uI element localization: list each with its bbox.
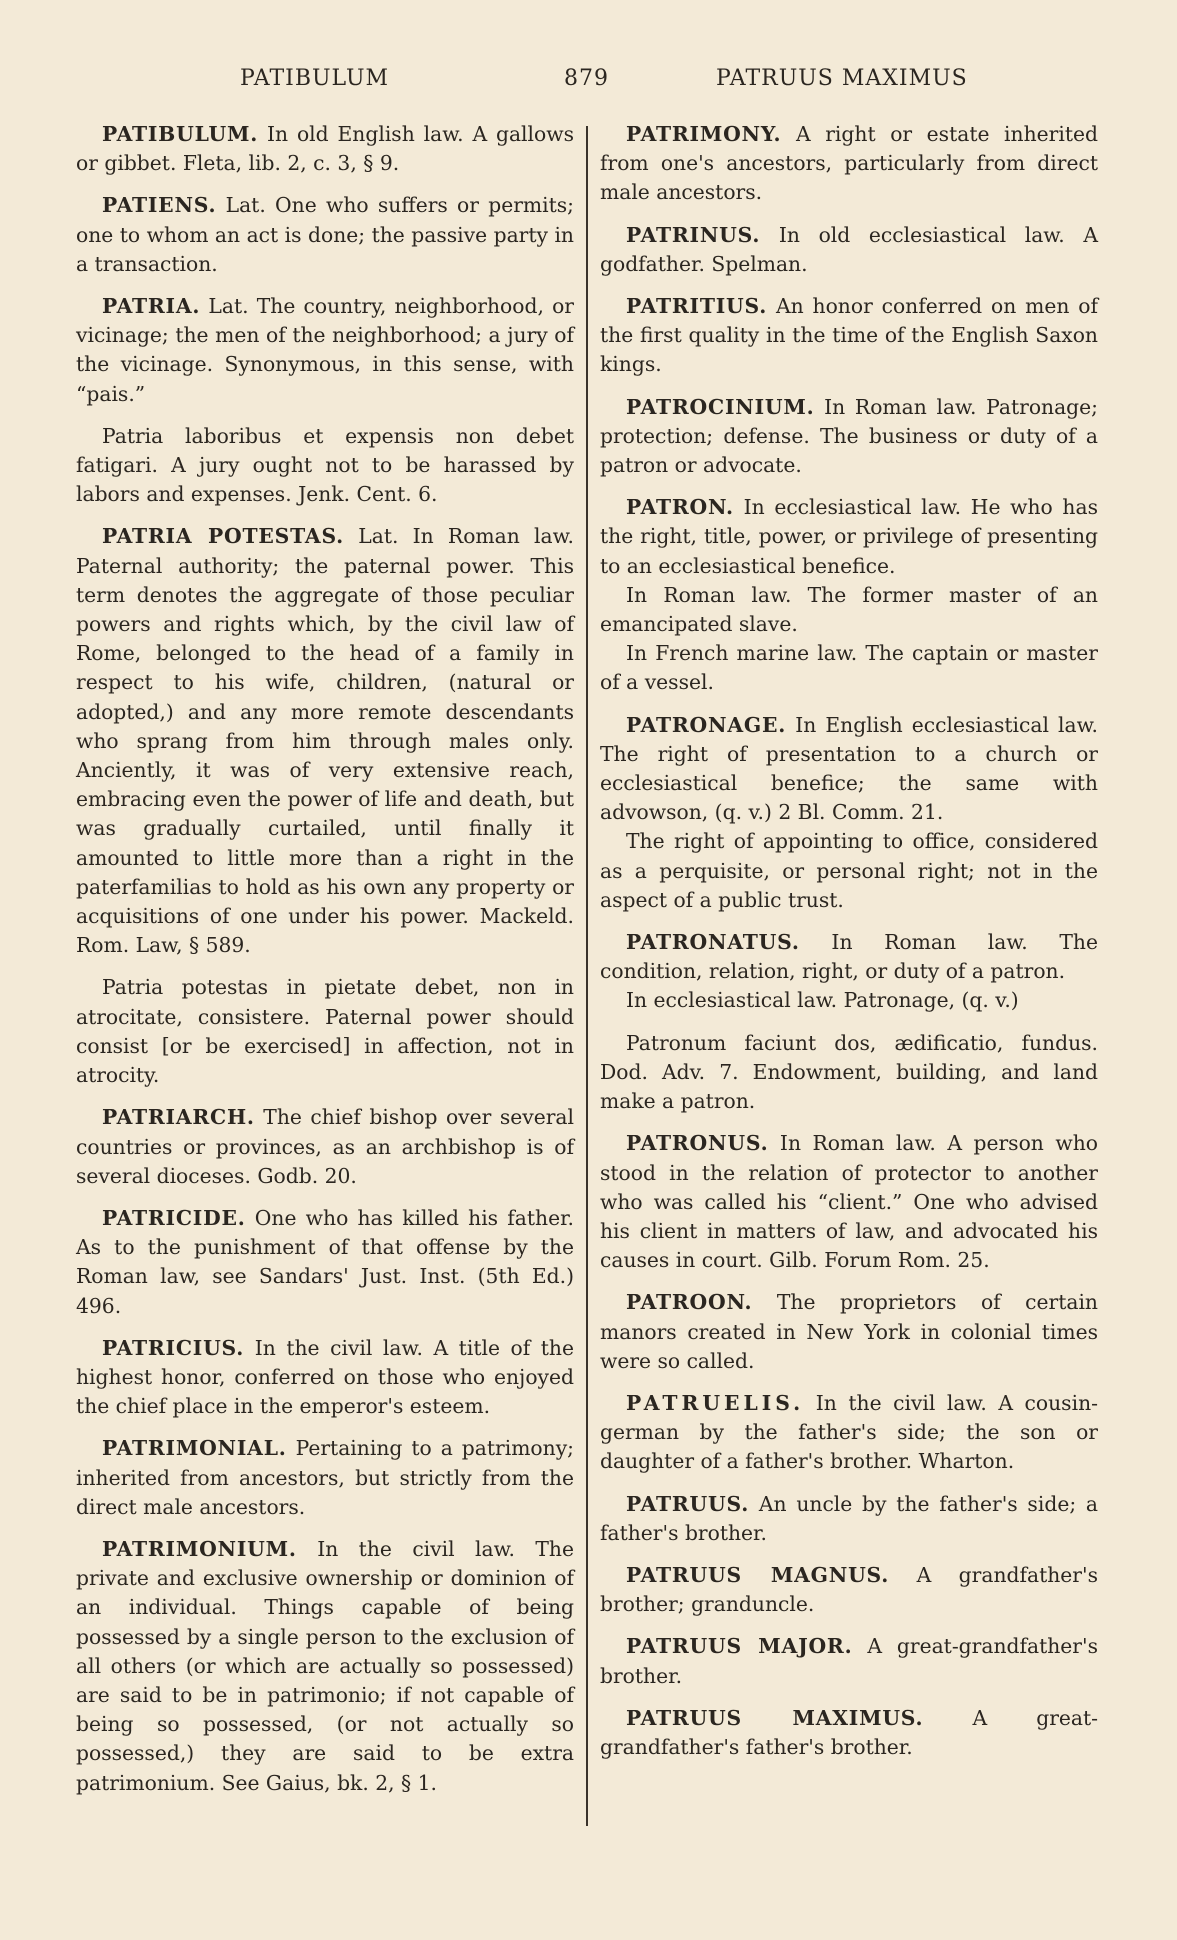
entry-patruus bbox=[600, 1490, 1098, 1548]
headword: PATRICIUS. bbox=[102, 1335, 245, 1360]
entry-patritius bbox=[600, 292, 1098, 380]
headword: PATRICIDE. bbox=[102, 1205, 246, 1230]
definition: Paternal power should consist [or be exercised] in affection, not in atrocity. bbox=[76, 1004, 574, 1088]
definition: An uncle by the father's side; a father's brother. bbox=[600, 1491, 1098, 1545]
headword: PATRIMONIAL. bbox=[102, 1436, 287, 1461]
definition: In Roman law. A person who stood in the relation of protector to another who was called his “client.” One who advised his client in matters of law, and advocated his causes in court. Gilb. Forum Rom. 25. bbox=[600, 1131, 1098, 1273]
definition: Dod. Adv. 7. Endowment, building, and land make a patron. bbox=[600, 1059, 1098, 1114]
headword: PATRIA. bbox=[102, 294, 201, 319]
page-number: 879 bbox=[564, 66, 609, 91]
headword: PATRITIUS. bbox=[626, 294, 768, 319]
entry-patroon bbox=[600, 1288, 1098, 1376]
definition-continuation: In ecclesiastical law. Patronage, (q. v.) bbox=[626, 988, 1019, 1013]
entry-patriarch bbox=[76, 1103, 574, 1191]
headword: PATRONATUS. bbox=[626, 930, 800, 955]
headword: PATRONAGE. bbox=[626, 712, 787, 737]
headword: PATRONUS. bbox=[626, 1131, 769, 1156]
definition: A right or estate inherited from one's ancestors, particularly from direct male ancestors. bbox=[600, 122, 1098, 205]
definition: Pertaining to a patrimony; inherited from ancestors, but strictly from the direct male ancestors. bbox=[76, 1436, 574, 1519]
right-column bbox=[600, 120, 1098, 1775]
headword: PATIBULUM. bbox=[102, 122, 259, 146]
headword: PATRIA POTESTAS. bbox=[102, 524, 345, 549]
entry-maxim-patria-potestas bbox=[76, 973, 574, 1090]
headword: PATRIMONY. bbox=[626, 122, 782, 146]
definition: An honor conferred on men of the first quality in the time of the English Saxon kings. bbox=[600, 294, 1098, 377]
headword: PATROON. bbox=[626, 1290, 753, 1315]
header-left-guide-word: PATIBULUM bbox=[240, 66, 390, 91]
definition: In the civil law. The private and exclusive ownership or dominion of an individual. Things capable of being possessed by a single person to the exclusion of all others (or which are actually so possessed) are said to be in patrimonio; if not capable of being so possessed, (or not actually so possessed,) they are said to be extra patrimonium. See Gaius, bk. 2, § 1. bbox=[76, 1536, 574, 1795]
entry-patrimonial bbox=[76, 1434, 574, 1522]
definition: A great-grandfather's father's brother. bbox=[600, 1705, 1098, 1759]
entry-patrimony bbox=[600, 120, 1098, 208]
definition-continuation: In French marine law. The captain or master of a vessel. bbox=[600, 641, 1098, 695]
definition: In the civil law. A title of the highest honor, conferred on those who enjoyed the chief place in the emperor's esteem. bbox=[76, 1335, 574, 1419]
definition: In old ecclesiastical law. A godfather. Spelman. bbox=[600, 222, 1098, 276]
entry-patruelis bbox=[600, 1389, 1098, 1477]
entry-patronage bbox=[600, 711, 1098, 915]
headword: PATRUUS MAGNUS. bbox=[626, 1562, 890, 1587]
entry-patibulum bbox=[76, 120, 574, 178]
headword: PATRUUS MAJOR. bbox=[626, 1634, 853, 1659]
maxim: Patria laboribus et expensis non debet fatigari. bbox=[76, 423, 574, 478]
definition-continuation: In Roman law. The former master of an emancipated slave. bbox=[600, 582, 1098, 637]
definition: Lat. The country, neighborhood, or vicinage; the men of the neighborhood; a jury of the vicinage. Synonymous, in this sense, with “pais.” bbox=[76, 294, 574, 406]
entry-maxim-patronum bbox=[600, 1029, 1098, 1117]
headword: PATRINUS. bbox=[626, 222, 761, 247]
entry-patiens bbox=[76, 191, 574, 279]
entry-patria bbox=[76, 292, 574, 409]
column-divider bbox=[586, 126, 588, 1826]
definition: In old English law. A gallows or gibbet. Fleta, lib. 2, c. 3, § 9. bbox=[76, 122, 574, 176]
left-column bbox=[76, 120, 574, 1811]
entry-patricius bbox=[76, 1334, 574, 1422]
headword: PATRIARCH. bbox=[102, 1105, 255, 1130]
definition: Lat. One who suffers or permits; one to whom an act is done; the passive party in a transaction. bbox=[76, 193, 574, 276]
entry-patrimonium bbox=[76, 1535, 574, 1798]
entry-maxim-patria-laboribus bbox=[76, 422, 574, 510]
entry-patruus-maximus bbox=[600, 1704, 1098, 1762]
headword: PATRUUS. bbox=[626, 1491, 750, 1516]
definition: A jury ought not to be harassed by labors and expenses. Jenk. Cent. 6. bbox=[76, 453, 574, 507]
definition: In the civil law. A cousin-german by the father's side; the son or daughter of a father's brother. Wharton. bbox=[600, 1390, 1098, 1474]
entry-patricide bbox=[76, 1204, 574, 1321]
definition: The proprietors of certain manors created in New York in colonial times were so called. bbox=[600, 1290, 1098, 1373]
entry-patrocinium bbox=[600, 393, 1098, 481]
definition: A great-grandfather's brother. bbox=[600, 1634, 1098, 1688]
definition: In Roman law. The condition, relation, right, or duty of a patron. bbox=[600, 930, 1098, 984]
headword: PATRIMONIUM. bbox=[102, 1536, 297, 1561]
running-header bbox=[0, 66, 1177, 100]
entry-patruus-major bbox=[600, 1632, 1098, 1690]
entry-patria-potestas bbox=[76, 522, 574, 960]
headword: PATRUELIS. bbox=[626, 1390, 805, 1415]
entry-patronus bbox=[600, 1129, 1098, 1275]
definition-continuation: The right of appointing to office, considered as a perquisite, or personal right; not in the aspect of a public trust. bbox=[600, 829, 1098, 912]
entry-patronatus bbox=[600, 928, 1098, 1016]
headword: PATRON. bbox=[626, 495, 734, 520]
definition: In Roman law. Patronage; protection; defense. The business or duty of a patron or advocate. bbox=[600, 394, 1098, 478]
definition: In ecclesiastical law. He who has the right, title, power, or privilege of presenting to an ecclesiastical benefice. bbox=[600, 495, 1098, 578]
entry-patron bbox=[600, 493, 1098, 697]
definition: In English ecclesiastical law. The right of presentation to a church or ecclesiastical benefice; the same with advowson, (q. v.) 2 Bl. Comm. 21. bbox=[600, 712, 1098, 825]
definition: The chief bishop over several countries or provinces, as an archbishop is of several dioceses. Godb. 20. bbox=[76, 1105, 574, 1188]
maxim: Patria potestas in pietate debet, non in atrocitate, consistere. bbox=[76, 975, 574, 1029]
definition: A grandfather's brother; granduncle. bbox=[600, 1562, 1098, 1617]
header-right-guide-word: PATRUUS MAXIMUS bbox=[716, 66, 968, 91]
maxim: Patronum faciunt dos, ædificatio, fundus. bbox=[626, 1030, 1098, 1055]
entry-patrinus bbox=[600, 221, 1098, 279]
headword: PATROCINIUM. bbox=[626, 394, 815, 419]
headword: PATIENS. bbox=[102, 193, 217, 218]
definition: One who has killed his father. As to the punishment of that offense by the Roman law, see Sandars' Just. Inst. (5th Ed.) 496. bbox=[76, 1205, 574, 1318]
headword: PATRUUS MAXIMUS. bbox=[626, 1705, 924, 1730]
definition: Lat. In Roman law. Paternal authority; the paternal power. This term denotes the aggregate of those peculiar powers and rights which, by the civil law of Rome, belonged to the head of a family in respect to his wife, children, (natural or adopted,) and any more remote descendants who sprang from him through males only. Anciently, it was of very extensive reach, embracing even the power of life and death, but was gradually curtailed, until finally it amounted to little more than a right in the paterfamilias to hold as his own any property or acquisitions of one under his power. Mackeld. Rom. Law, § 589. bbox=[76, 524, 574, 958]
entry-patruus-magnus bbox=[600, 1561, 1098, 1619]
